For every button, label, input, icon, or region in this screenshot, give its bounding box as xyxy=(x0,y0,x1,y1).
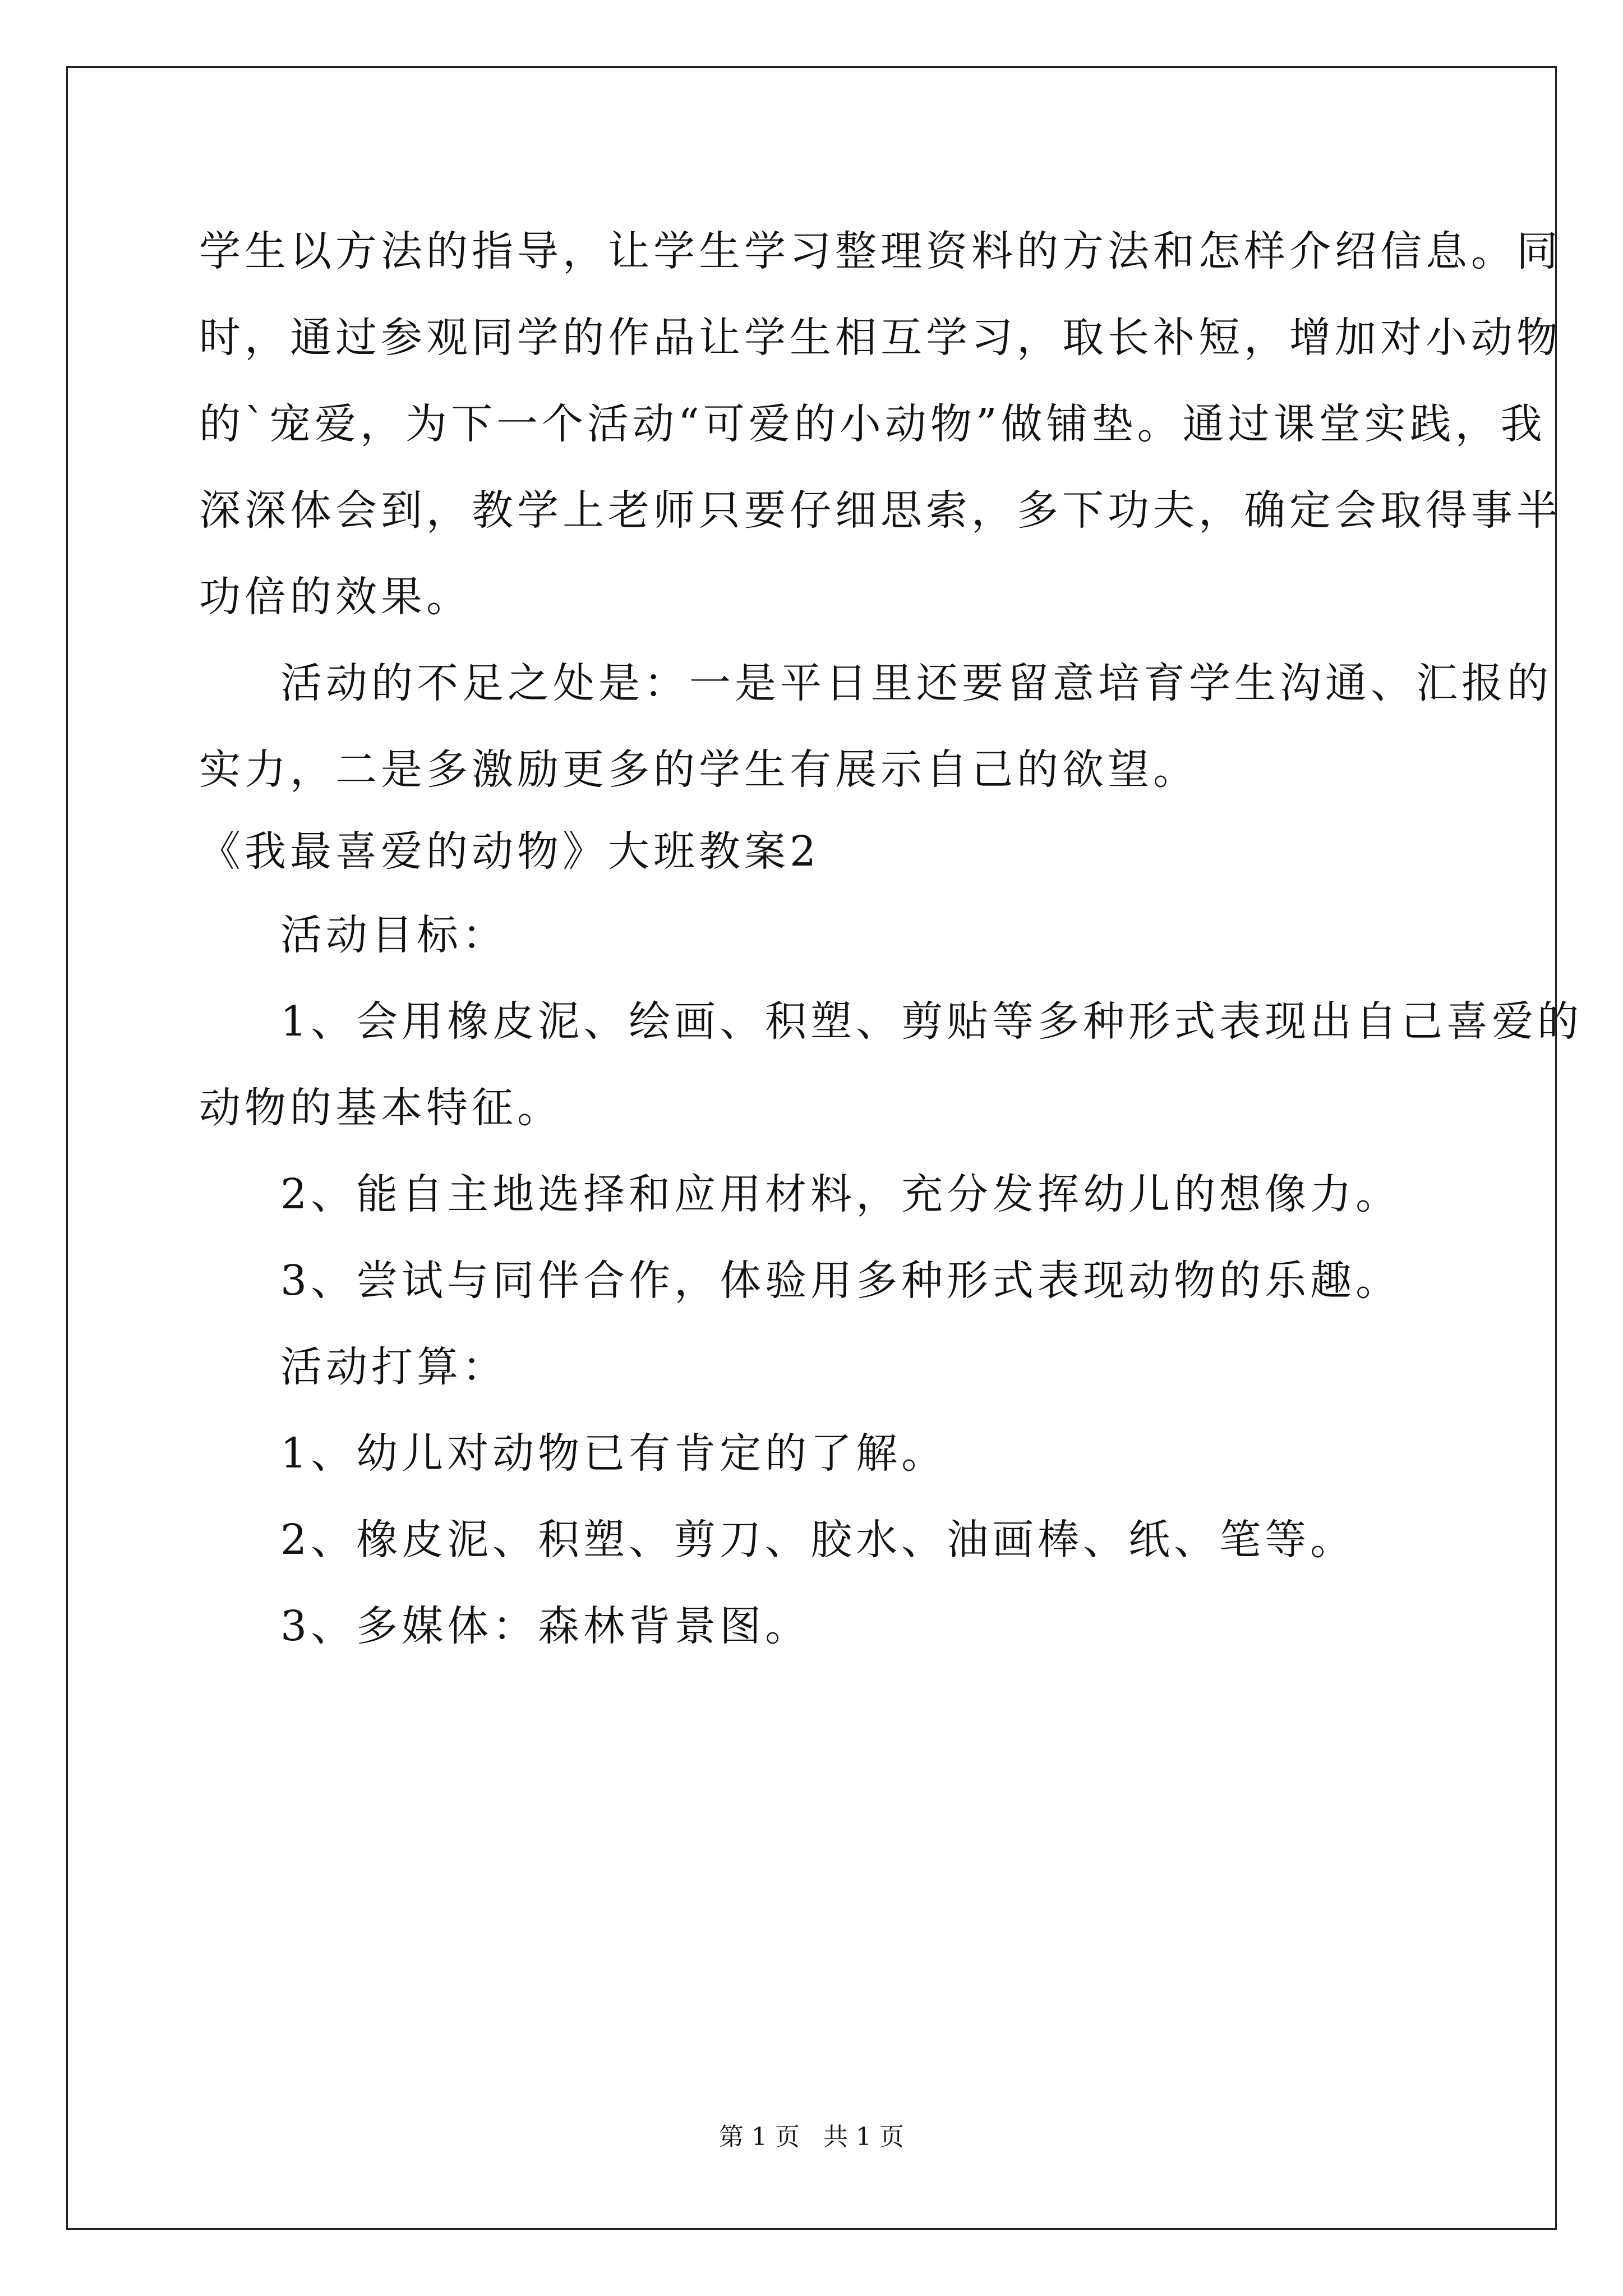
paragraph-line: 学生以方法的指导，让学生学习整理资料的方法和怎样介绍信息。同 xyxy=(199,227,1562,275)
section-heading: 《我最喜爱的动物》大班教案2 xyxy=(199,827,820,876)
paragraph-line: 深深体会到，教学上老师只要仔细思索，多下功夫，确定会取得事半 xyxy=(199,486,1562,535)
paragraph-line: 活动的不足之处是：一是平日里还要留意培育学生沟通、汇报的 xyxy=(280,659,1552,707)
paragraph-line: 实力，二是多激励更多的学生有展示自己的欲望。 xyxy=(199,746,1198,794)
page-border xyxy=(66,66,1557,2230)
list-item: 3、多媒体：森林背景图。 xyxy=(280,1602,811,1650)
list-item: 1、会用橡皮泥、绘画、积塑、剪贴等多种形式表现出自己喜爱的 xyxy=(280,997,1583,1046)
page-footer: 第 1 页 共 1 页 xyxy=(719,2123,904,2151)
paragraph-line: 功倍的效果。 xyxy=(199,573,472,621)
list-item-continuation: 动物的基本特征。 xyxy=(199,1084,562,1132)
paragraph-line: 时，通过参观同学的作品让学生相互学习，取长补短，增加对小动物 xyxy=(199,314,1562,362)
list-item: 2、橡皮泥、积塑、剪刀、胶水、油画棒、纸、笔等。 xyxy=(280,1516,1356,1564)
list-item: 1、幼儿对动物已有肯定的了解。 xyxy=(280,1429,947,1478)
subheading-objectives: 活动目标： xyxy=(280,911,508,959)
list-item: 2、能自主地选择和应用材料，充分发挥幼儿的想像力。 xyxy=(280,1170,1401,1218)
list-item: 3、尝试与同伴合作，体验用多种形式表现动物的乐趣。 xyxy=(280,1257,1401,1305)
paragraph-line: 的`宠爱，为下一个活动“可爱的小动物”做铺垫。通过课堂实践，我 xyxy=(199,400,1546,448)
subheading-preparation: 活动打算： xyxy=(280,1343,508,1391)
